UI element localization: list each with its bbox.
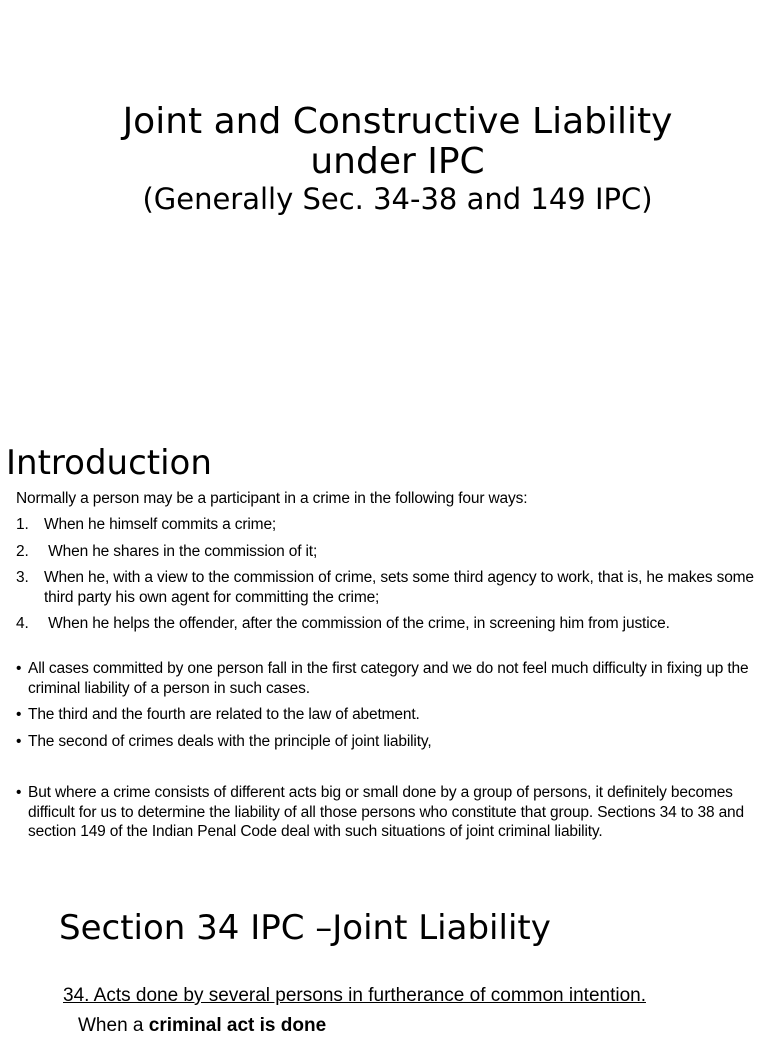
list-item xyxy=(16,568,756,607)
bullet-icon: • xyxy=(16,706,22,723)
bullet-item xyxy=(16,659,756,698)
slide-title-line1: Joint and Constructive Liability xyxy=(122,101,673,142)
list-item-text: When he, with a view to the commission of crime, sets some third agency to work, that is, he makes some third party his own agent for committing the crime; xyxy=(44,569,754,606)
list-number: 4. xyxy=(16,615,29,632)
section34-heading: Section 34 IPC –Joint Liability xyxy=(59,908,551,948)
bullet-text: But where a crime consists of different acts big or small done by a group of persons, it definitely becomes difficult for us to determine the liability of all those persons who constitute that group. Sections 34 to 38 and section 149 of the Indian Penal Code deal with such situations of joint criminal liability. xyxy=(28,784,745,840)
bullet-text: The third and the fourth are related to the law of abetment. xyxy=(28,706,420,723)
introduction-lead: Normally a person may be a participant in a crime in the following four ways: xyxy=(16,490,528,507)
bullet-icon: • xyxy=(16,660,22,677)
bullet-icon: • xyxy=(16,732,22,750)
bullet-text: All cases committed by one person fall in the first category and we do not feel much difficulty in fixing up the criminal liability of a person in such cases. xyxy=(28,660,749,697)
slide-title-line2: under IPC xyxy=(310,141,485,182)
bullet-item xyxy=(16,705,756,725)
slide-title xyxy=(0,102,768,182)
list-item xyxy=(16,614,756,634)
bullet-list-categories xyxy=(16,659,756,758)
list-item xyxy=(16,542,756,562)
title-slide xyxy=(0,0,768,430)
bullet-item xyxy=(16,732,756,752)
list-number: 3. xyxy=(16,569,29,586)
list-number: 1. xyxy=(16,516,29,533)
section34-subheading: 34. Acts done by several persons in furtherance of common intention. xyxy=(63,985,646,1006)
list-item-text: When he helps the offender, after the commission of the crime, in screening him from justice. xyxy=(44,615,670,632)
list-item-text: When he shares in the commission of it; xyxy=(44,542,318,560)
partial-prefix: When a xyxy=(78,1015,149,1036)
bullet-icon: • xyxy=(16,784,22,801)
partial-bold: criminal act is done xyxy=(148,1015,327,1036)
list-number: 2. xyxy=(16,542,29,560)
bullet-text: The second of crimes deals with the principle of joint liability, xyxy=(28,732,432,750)
slide-subtitle: (Generally Sec. 34-38 and 149 IPC) xyxy=(142,182,653,216)
list-item-text: When he himself commits a crime; xyxy=(44,516,277,533)
bullet-item xyxy=(16,783,756,842)
list-item xyxy=(16,515,756,535)
section34-partial-text xyxy=(78,1014,326,1038)
introduction-heading: Introduction xyxy=(6,443,212,483)
bullet-list-joint-liability xyxy=(16,783,756,849)
participation-list xyxy=(16,515,756,641)
